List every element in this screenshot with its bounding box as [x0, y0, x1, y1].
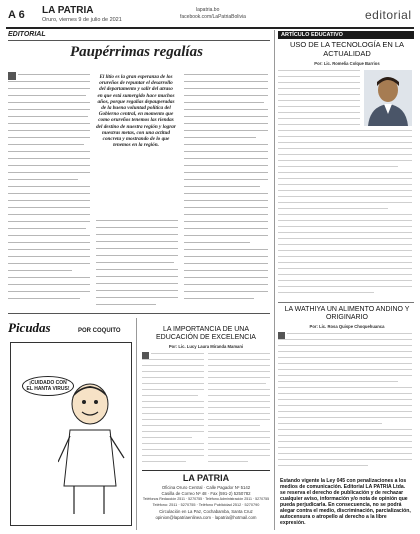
editorial-label: EDITORIAL: [8, 31, 46, 38]
editorial-col-3: [184, 72, 268, 304]
date-line: Oruro, viernes 9 de julio de 2021: [42, 17, 122, 23]
article-body-top: [278, 70, 360, 126]
masthead-email[interactable]: opinion@lapatriaenlinea.com · lapatria@hotmail.com: [155, 515, 257, 520]
masthead-line: Casilla de Correo Nº 48 · Fax (591-2) 5250782: [161, 491, 251, 496]
legal-notice: Estando vigente la Ley 045 con penalizaciones a los medios de comunicación. Editorial LA PATRIA Ltda. se reserva el derecho de publicación y de rechazar cualquier aviso, información y/o nota de opinión que pueda perjudicarla. En consecuencia, no se podrá alegar contra el medio, discriminación, parcialización, autocensura o atropello al derecho a la libre expresión.: [280, 478, 411, 526]
column-divider: [274, 30, 275, 530]
education-title: LA IMPORTANCIA DE UNA EDUCACIÓN DE EXCELENCIA: [156, 326, 256, 341]
header-divider: [6, 27, 414, 29]
cartoon-character-icon: [58, 378, 128, 518]
article-body-bottom: [278, 130, 412, 300]
editorial-pull-quote: El litio es la gran esperanza de los orureños de repuntar el desarrollo del departamento y salir del atraso en que está sumergido hace muchos años, porque regalías depauperadas de la buena voluntad política del Gobierno central, en momento que como orureños tenemos las riendas del destino de nuestra región y lograr nuestras metas, con una actitud concreta y mostrando de lo que tenemos en la región.: [96, 74, 176, 149]
social-link[interactable]: facebook.com/LaPatriaBolivia: [180, 14, 246, 20]
page-number: A 6: [8, 9, 25, 21]
opinion-body: [278, 332, 412, 480]
editorial-col-2: [96, 220, 178, 310]
speech-bubble: ¡CUIDADO CON EL HANTA VIRUS!: [22, 376, 74, 396]
masthead-line: Oficina Oruro Central · Calle Pagador Nº 5142: [161, 485, 251, 490]
masthead-line: Circulación en La Paz, Cochabamba, Santa Cruz: [159, 509, 253, 514]
education-author: Por: Lic. Lucy Laura Miranda Mamani: [168, 344, 244, 349]
web-address[interactable]: lapatria.bo: [196, 7, 220, 13]
section-title: editorial: [365, 8, 412, 22]
person-portrait-icon: [364, 70, 412, 126]
editorial-title: Paupérrimas regalías: [70, 44, 203, 60]
cartoon-credit: POR COQUITO: [78, 328, 121, 334]
masthead-line: Teléfonos Redacción 2511 · 5270755 · Teléfono Administración 2511 · 5270755: [142, 497, 270, 501]
cartoon-panel: [8, 318, 134, 528]
opinion-title: LA WATHIYA UN ALIMENTO ANDINO Y ORIGINARIO: [284, 306, 410, 321]
education-col-1: [142, 352, 204, 466]
masthead-line: Teléfono: 2511 · 5270755 · Teléfono Publicidad 2512 · 5270790: [152, 503, 260, 507]
education-col-2: [208, 352, 270, 466]
masthead-name: LA PATRIA: [182, 473, 230, 483]
editorial-col-1: [8, 72, 90, 302]
article-title: USO DE LA TECNOLOGÍA EN LA ACTUALIDAD: [289, 40, 405, 58]
article-author: Por: Lic. Romelia Colque Barrios: [314, 61, 380, 66]
editorial-rule: [8, 40, 270, 41]
drop-cap: [8, 72, 16, 80]
editorial-bottom-rule: [8, 313, 270, 314]
masthead-box: [142, 470, 270, 529]
opinion-author: Por: Lic. Rosa Quispe Choquehuanca: [309, 324, 385, 329]
cartoon-divider: [136, 318, 137, 530]
author-photo: [364, 70, 412, 126]
article-label: ARTÍCULO EDUCATIVO: [278, 31, 414, 39]
cartoon-brand: Picudas: [8, 320, 51, 335]
opinion-top-rule: [278, 302, 414, 303]
newspaper-name: LA PATRIA: [42, 5, 94, 16]
